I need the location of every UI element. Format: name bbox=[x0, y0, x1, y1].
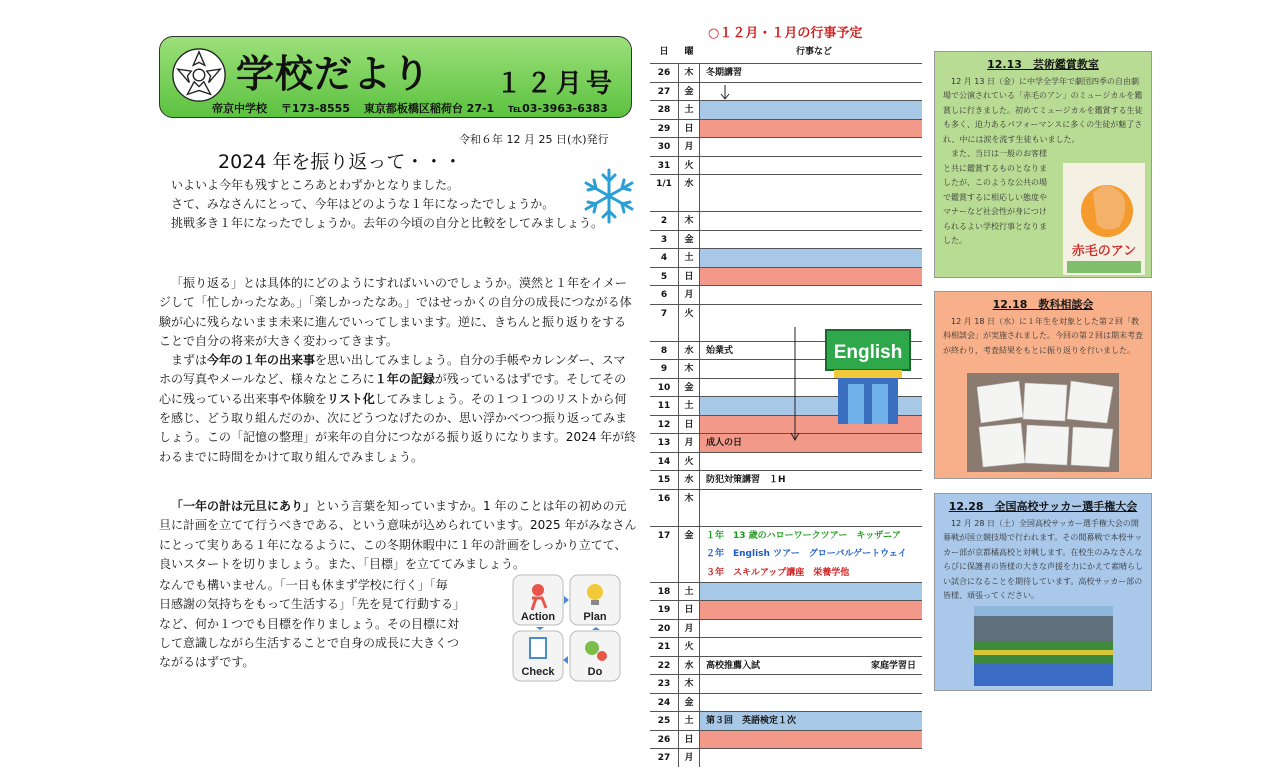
calendar-weekday: 火 bbox=[678, 157, 700, 175]
calendar-event-line: ２年 English ツアー グローバルゲートウェイ bbox=[706, 549, 907, 559]
calendar-day: 20 bbox=[657, 623, 671, 634]
school-tel: ℡03-3963-6383 bbox=[508, 102, 608, 115]
soccer-tournament-title: 12.28 全国高校サッカー選手権大会 bbox=[948, 500, 1138, 513]
calendar-event bbox=[700, 638, 922, 656]
reflection-paragraph bbox=[159, 274, 637, 467]
calendar-day: 21 bbox=[657, 642, 671, 652]
calendar-row bbox=[650, 748, 922, 767]
calendar-event-text: 冬期講習 bbox=[706, 68, 743, 78]
calendar-row bbox=[650, 489, 922, 526]
calendar-day: 25 bbox=[657, 716, 671, 726]
calendar-event bbox=[700, 694, 922, 712]
calendar-day: 19 bbox=[657, 605, 671, 615]
goal-text: なんでも構いません。「一日も休まず学校に行く」「毎日感謝の気持ちをもって生活する」「先を見て行動する」など、何か１つでも目標を作りましょう。その目標に対して意識しながら生活することで自身の成長に大きくつながるはずです。 bbox=[159, 578, 460, 670]
calendar-row bbox=[650, 100, 922, 119]
calendar-weekday: 金 bbox=[678, 694, 700, 712]
calendar-event bbox=[700, 101, 922, 119]
calendar-event bbox=[700, 601, 922, 619]
calendar-day: 16 bbox=[657, 493, 671, 504]
calendar-event-text: 高校推薦入試 bbox=[706, 660, 761, 671]
calendar-day: 24 bbox=[657, 697, 671, 708]
calendar-event-text: 防犯対策講習 １H bbox=[706, 475, 786, 485]
reflection-text-2: まずは今年の１年の出来事を思い出してみましょう。自分の手帳やカレンダー、スマホの写真やメールなど、様々なところに１年の記録が残っているはずです。そしてその心に残っている出来事や体験をリスト化してみましょう。その１つ１つのリストから何を感じ、どう取り組んだのか、次にどうつなげたのか、思い浮かべつつ振り返ってみましょう。この「記憶の整理」が来年の自分につながる振り返りになります。2024 年が終わるまでに時間をかけて取り組んでみましょう。 bbox=[159, 353, 637, 464]
calendar-row bbox=[650, 656, 922, 675]
calendar-event-line: ３年 スキルアップ講座 栄養学他 bbox=[706, 567, 850, 578]
calendar-event bbox=[700, 657, 922, 675]
musical-poster-image bbox=[1063, 163, 1145, 275]
intro-line-1: いよいよ今年も残すところあとわずかとなりました。 bbox=[171, 178, 460, 192]
goal-paragraph bbox=[159, 576, 459, 672]
calendar-weekday: 土 bbox=[678, 397, 700, 415]
subject-consultation-text: 12 月 18 日（水）に１年生を対象とした第２回「教科相談会」が実施されました。今回の第２回は期末考査が終わり、考査結果をもとに振り返りを行いました。 bbox=[943, 316, 1143, 355]
calendar-row bbox=[650, 63, 922, 82]
calendar-weekday: 水 bbox=[678, 175, 700, 211]
calendar-event bbox=[700, 620, 922, 638]
english-sign-label: English bbox=[833, 342, 903, 363]
calendar-day: 3 bbox=[660, 234, 668, 245]
calendar-event bbox=[700, 583, 922, 601]
calendar-title: ○１２月・１月の行事予定 bbox=[708, 26, 863, 41]
intro-line-3: 挑戦多き１年になったでしょうか。去年の今頃の自分と比較をしてみましょう。 bbox=[171, 216, 604, 230]
school-emblem-icon bbox=[170, 46, 228, 104]
newsletter-title: 学校だより bbox=[236, 52, 432, 96]
calendar-event-line: １年 13 歳のハローワークツアー キッザニア bbox=[706, 530, 901, 541]
calendar-day: 18 bbox=[657, 586, 671, 597]
calendar-row bbox=[650, 230, 922, 249]
header-events: 行事など bbox=[795, 47, 832, 57]
calendar-weekday: 金 bbox=[678, 231, 700, 249]
calendar-weekday: 土 bbox=[678, 583, 700, 601]
art-appreciation-text-2: また、当日は一般のお客様と共に鑑賞するものとなりましたが、このような公共の場で鑑賞するに相応しい態度やマナーなど社会性が身につけられるよい学校行事となりました。 bbox=[943, 149, 1047, 245]
calendar-event bbox=[700, 286, 922, 304]
calendar-event bbox=[700, 749, 922, 767]
stadium-photo bbox=[974, 606, 1113, 686]
calendar-row bbox=[650, 711, 922, 730]
calendar-event bbox=[700, 527, 922, 582]
calendar-weekday: 土 bbox=[678, 249, 700, 267]
calendar-event bbox=[700, 268, 922, 286]
calendar-weekday: 木 bbox=[678, 212, 700, 230]
calendar-weekday: 火 bbox=[678, 453, 700, 471]
new-year-text: 「一年の計は元旦にあり」という言葉を知っていますか。1 年のことは年の初めの元旦に計画を立てて行うべきである、という意味が込められています。2025 年がみなさんにとって実りある１年になるように、この冬期休暇中に１年の計画をしっかり立てて、良いスタートを切りましょう。また、「目標」を立ててみましょう。 bbox=[159, 499, 637, 571]
calendar-day: 7 bbox=[660, 308, 668, 319]
intro-paragraph-2 bbox=[159, 214, 637, 233]
calendar-row bbox=[650, 674, 922, 693]
calendar-event bbox=[700, 490, 922, 526]
header-day: 日 bbox=[659, 47, 669, 57]
calendar-day: 28 bbox=[657, 105, 671, 115]
poster-title: 赤毛のアン bbox=[1071, 244, 1137, 259]
pdca-plan-label: Plan bbox=[583, 611, 607, 623]
calendar-row bbox=[650, 433, 922, 452]
calendar-event bbox=[700, 249, 922, 267]
reflection-text-1: 「振り返る」とは具体的にどのようにすればいいのでしょうか。漠然と１年をイメージして「忙しかったなあ。」「楽しかったなあ。」ではせっかくの自分の成長につながる体験が心に残らないまま未来に進んでいってしまいます。逆に、きちんと振り返りをすることで自分の将来が大きく変わってきます。 bbox=[159, 276, 632, 348]
subject-consultation-title: 12.18 教科相談会 bbox=[992, 298, 1094, 311]
calendar-weekday: 日 bbox=[678, 120, 700, 138]
calendar-weekday: 日 bbox=[678, 601, 700, 619]
arrow-down-icon bbox=[791, 327, 799, 441]
calendar-row bbox=[650, 137, 922, 156]
pdca-check-label: Check bbox=[521, 666, 555, 678]
calendar-weekday: 木 bbox=[678, 490, 700, 526]
pdca-action-label: Action bbox=[520, 611, 556, 623]
consultation-papers-photo bbox=[967, 373, 1119, 472]
intro-line-2: さて、みなさんにとって、今年はどのような１年になったでしょうか。 bbox=[171, 197, 555, 212]
calendar-weekday: 日 bbox=[678, 268, 700, 286]
header-dow: 曜 bbox=[684, 47, 694, 57]
calendar-day: 6 bbox=[660, 290, 668, 300]
calendar-weekday: 日 bbox=[678, 731, 700, 749]
calendar-row bbox=[650, 156, 922, 175]
calendar-event-right: 家庭学習日 bbox=[870, 660, 916, 671]
calendar-weekday: 木 bbox=[678, 675, 700, 693]
calendar-day: 23 bbox=[657, 679, 671, 689]
article-headline: 2024 年を振り返って・・・ bbox=[218, 151, 463, 173]
calendar-event bbox=[700, 83, 922, 101]
calendar-weekday: 水 bbox=[678, 657, 700, 675]
calendar-event bbox=[700, 175, 922, 211]
calendar-day: 22 bbox=[657, 660, 671, 671]
calendar-header bbox=[650, 41, 922, 63]
arrow-down-icon bbox=[724, 85, 726, 99]
calendar-event bbox=[700, 675, 922, 693]
calendar-day: 13 bbox=[657, 438, 671, 448]
calendar-row bbox=[650, 730, 922, 749]
calendar-row bbox=[650, 637, 922, 656]
calendar-row bbox=[650, 470, 922, 489]
calendar-event bbox=[700, 212, 922, 230]
calendar-day: 1/1 bbox=[656, 179, 672, 189]
school-address-bar bbox=[160, 99, 631, 119]
calendar-event bbox=[700, 434, 922, 452]
issue-month: １２月号 bbox=[496, 69, 617, 99]
calendar-weekday: 木 bbox=[678, 64, 700, 82]
calendar-event bbox=[700, 731, 922, 749]
soccer-tournament-text: 12 月 28 日（土）全国高校サッカー選手権大会の開幕戦が国立競技場で行われます。その開幕戦で本校サッカー部が京都橘高校と対戦します。在校生のみなさんならびに保護者の皆様の大きな声援を力にかえて素晴らしい試合になることを期待しています。高校サッカー部の皆様、頑張ってください。 bbox=[943, 518, 1143, 600]
calendar-weekday: 火 bbox=[678, 305, 700, 341]
calendar-weekday: 金 bbox=[678, 527, 700, 582]
calendar-weekday: 木 bbox=[678, 360, 700, 378]
intro-paragraph bbox=[159, 176, 579, 215]
calendar-weekday: 月 bbox=[678, 749, 700, 767]
calendar-row bbox=[650, 452, 922, 471]
calendar-row bbox=[650, 267, 922, 286]
calendar-event-text: 始業式 bbox=[706, 345, 734, 356]
calendar-weekday: 火 bbox=[678, 638, 700, 656]
calendar-event bbox=[700, 712, 922, 730]
calendar-row bbox=[650, 619, 922, 638]
pdca-do-label: Do bbox=[587, 666, 603, 678]
calendar-event bbox=[700, 64, 922, 82]
calendar-event bbox=[700, 120, 922, 138]
calendar-day: 11 bbox=[657, 401, 671, 411]
calendar-row bbox=[650, 119, 922, 138]
calendar-day: 14 bbox=[657, 456, 671, 467]
calendar-row bbox=[650, 582, 922, 601]
calendar-day: 9 bbox=[660, 364, 668, 374]
calendar-weekday: 日 bbox=[678, 416, 700, 434]
calendar-weekday: 土 bbox=[678, 101, 700, 119]
pdca-cycle-diagram bbox=[512, 574, 622, 682]
calendar-day: 8 bbox=[660, 345, 668, 356]
calendar-day: 4 bbox=[660, 253, 668, 263]
calendar-row bbox=[650, 285, 922, 304]
calendar-weekday: 金 bbox=[678, 83, 700, 101]
calendar-day: 31 bbox=[657, 160, 671, 171]
calendar-weekday: 月 bbox=[678, 138, 700, 156]
calendar-day: 29 bbox=[657, 123, 671, 134]
calendar-day: 27 bbox=[657, 753, 671, 763]
calendar-day: 5 bbox=[660, 271, 668, 282]
calendar-day: 26 bbox=[657, 68, 671, 78]
calendar-event bbox=[700, 138, 922, 156]
calendar-weekday: 月 bbox=[678, 286, 700, 304]
new-year-paragraph bbox=[159, 497, 637, 574]
calendar-day: 30 bbox=[657, 142, 671, 152]
calendar-day: 10 bbox=[657, 382, 671, 393]
calendar-weekday: 月 bbox=[678, 434, 700, 452]
calendar-event-text: 第３回 英語検定１次 bbox=[706, 716, 797, 726]
calendar-weekday: 金 bbox=[678, 379, 700, 397]
calendar-event bbox=[700, 231, 922, 249]
calendar-weekday: 月 bbox=[678, 620, 700, 638]
art-appreciation-title: 12.13 芸術鑑賞教室 bbox=[987, 58, 1099, 71]
calendar-row bbox=[650, 82, 922, 101]
calendar-event bbox=[700, 471, 922, 489]
zip-code: 〒173-8555 bbox=[280, 102, 350, 115]
calendar-event bbox=[700, 157, 922, 175]
calendar-row bbox=[650, 693, 922, 712]
english-school-icon bbox=[824, 326, 912, 426]
calendar-weekday: 水 bbox=[678, 342, 700, 360]
calendar-row bbox=[650, 174, 922, 211]
school-address: 東京都板橋区稲荷台 27-1 bbox=[363, 102, 495, 115]
calendar-day: 2 bbox=[660, 216, 668, 226]
issue-date: 令和６年 12 月 25 日(水)発行 bbox=[459, 133, 609, 146]
calendar-row bbox=[650, 248, 922, 267]
calendar-day: 15 bbox=[657, 475, 671, 485]
calendar-weekday: 水 bbox=[678, 471, 700, 489]
calendar-weekday: 土 bbox=[678, 712, 700, 730]
masthead bbox=[159, 36, 632, 118]
calendar-row bbox=[650, 211, 922, 230]
school-name: 帝京中学校 bbox=[212, 102, 267, 115]
calendar-row bbox=[650, 526, 922, 582]
calendar-day: 27 bbox=[657, 86, 671, 97]
calendar-day: 12 bbox=[657, 419, 671, 430]
calendar-event-text: 成人の日 bbox=[706, 438, 743, 448]
art-appreciation-text-1: 12 月 13 日（金）に中学全学年で劇団四季の自由劇場で公演されている「赤毛のアン」のミュージカルを鑑賞しに行きました。初めてミュージカルを鑑賞する生徒も多く、迫力あるパフォーマンスに多くの生徒が魅了され、中には涙を流す生徒もいました。 bbox=[943, 76, 1143, 144]
calendar-row bbox=[650, 600, 922, 619]
calendar-event bbox=[700, 453, 922, 471]
calendar-day: 26 bbox=[657, 734, 671, 745]
calendar-day: 17 bbox=[657, 530, 671, 541]
